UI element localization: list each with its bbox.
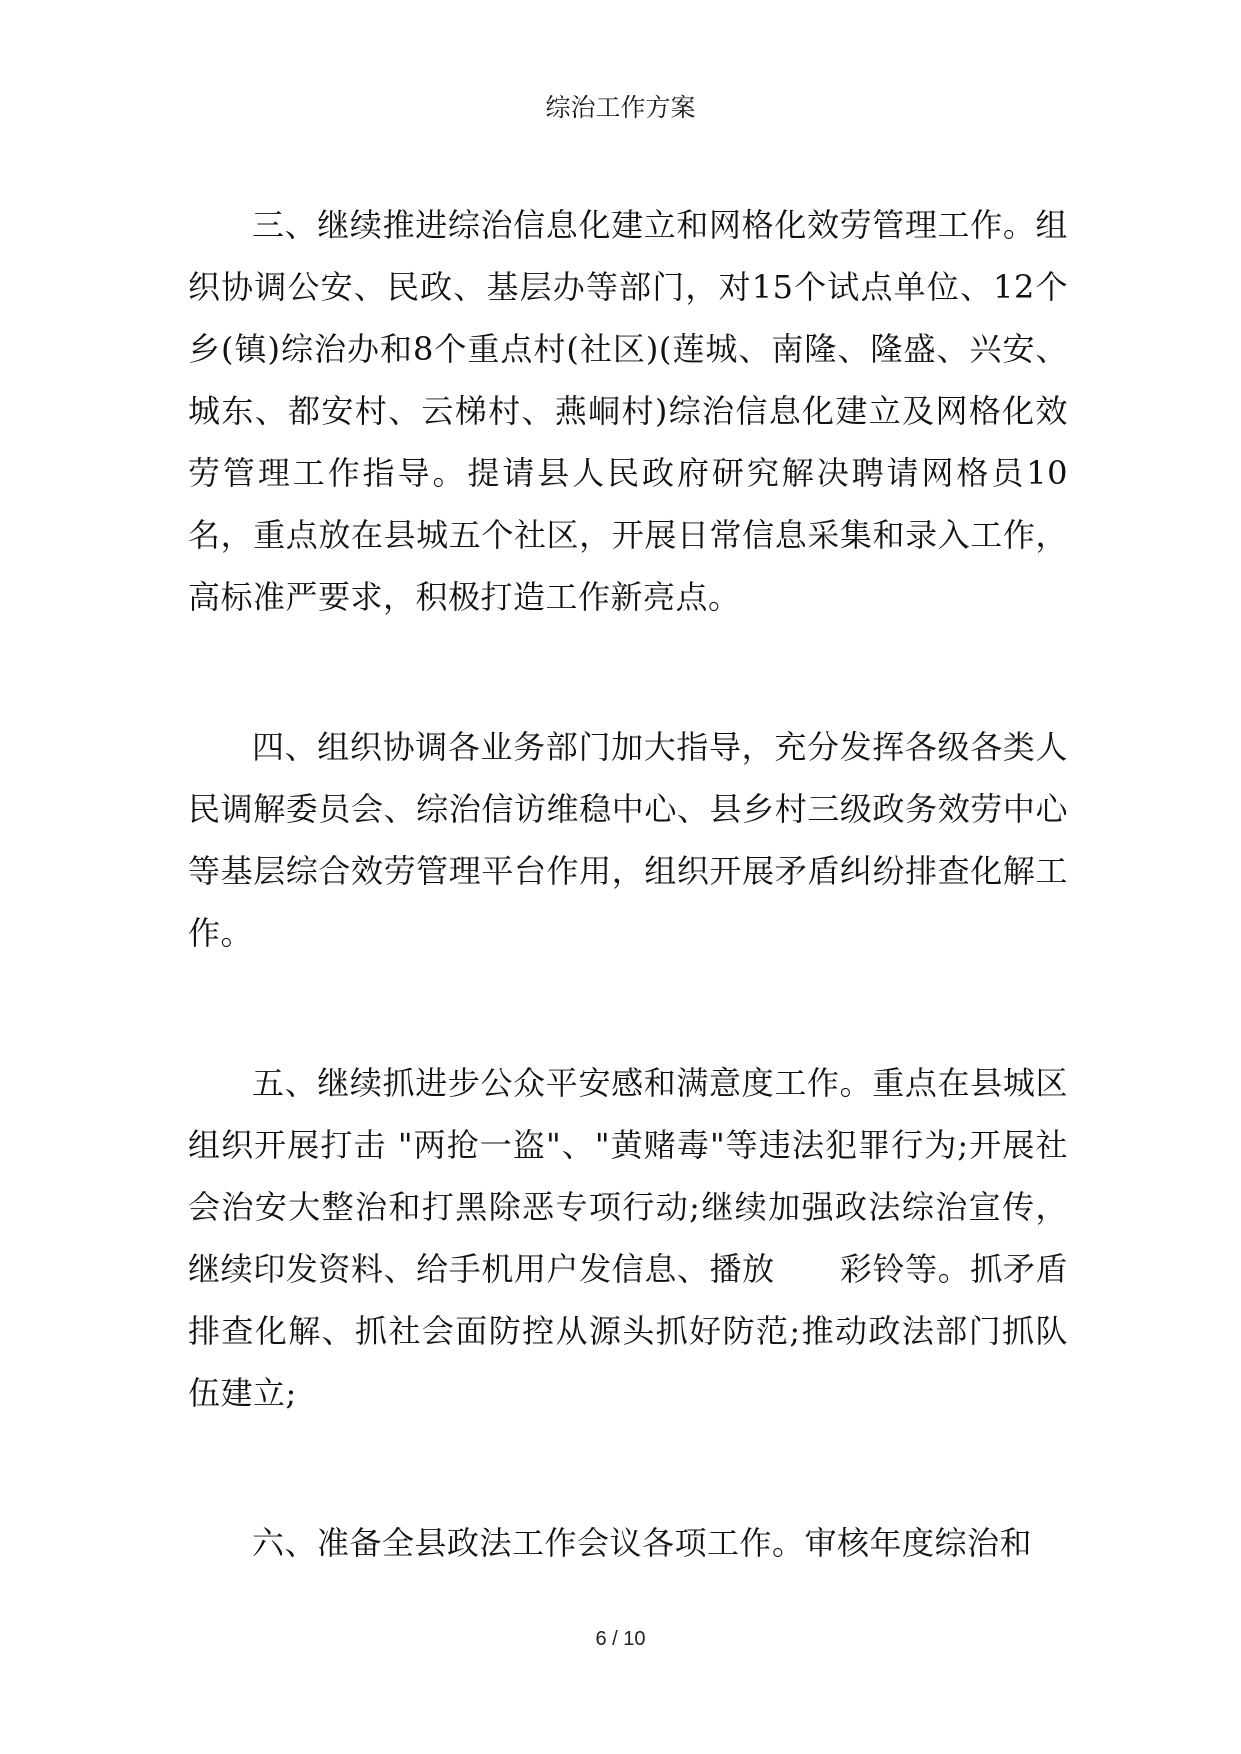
page-number: 6 / 10 [595,1628,646,1650]
paragraph-section-3: 三、继续推进综治信息化建立和网格化效劳管理工作。组织协调公安、民政、基层办等部门，对15个试点单位、12个乡(镇)综治办和8个重点村(社区)(莲城、南隆、隆盛、兴安、城东、都安村、云梯村、燕峒村)综治信息化建立及网格化效劳管理工作指导。提请县人民政府研究解决聘请网格员10名，重点放在县城五个社区，开展日常信息采集和录入工作，高标准严要求，积极打造工作新亮点。 [188,206,1068,616]
paragraph-section-4: 四、组织协调各业务部门加大指导，充分发挥各级各类人民调解委员会、综治信访维稳中心、县乡村三级政务效劳中心等基层综合效劳管理平台作用，组织开展矛盾纠纷排查化解工作。 [188,728,1068,952]
document-body [188,194,1068,1662]
paragraph-section-5: 五、继续抓进步公众平安感和满意度工作。重点在县城区组织开展打击 "两抢一盗"、"黄赌毒"等违法犯罪行为;开展社会治安大整治和打黑除恶专项行动;继续加强政法综治宣传，继续印发资料、给手机用户发信息、播放 彩铃等。抓矛盾排查化解、抓社会面防控从源头抓好防范;推动政法部门抓队伍建立; [188,1064,1068,1412]
page-header-title: 综治工作方案 [545,93,696,122]
paragraph-section-6: 六、准备全县政法工作会议各项工作。审核年度综治和 [252,1524,1033,1562]
